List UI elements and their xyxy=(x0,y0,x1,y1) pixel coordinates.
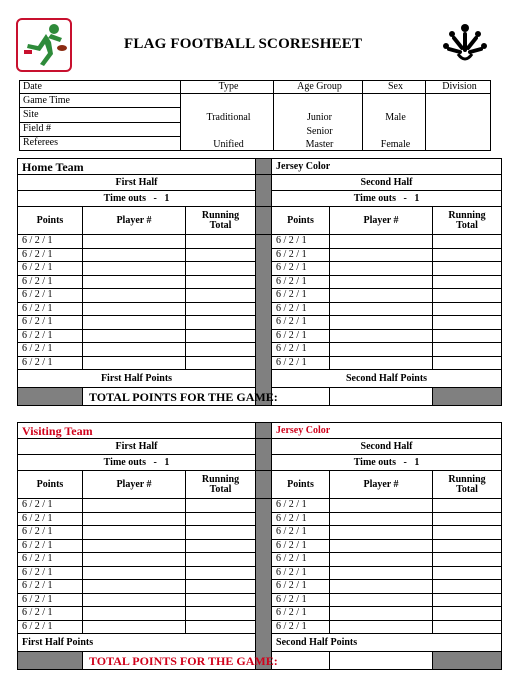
running-total-cell[interactable] xyxy=(186,553,256,567)
running-total-cell[interactable] xyxy=(433,607,502,621)
running-total-col-header: Running Total xyxy=(433,207,502,235)
player-col-header: Player # xyxy=(83,471,186,499)
player-number-cell[interactable] xyxy=(83,499,186,513)
running-total-cell[interactable] xyxy=(186,316,256,330)
points-option-row[interactable]: 6 / 2 / 1 xyxy=(18,343,83,357)
points-col-header: Points xyxy=(272,207,330,235)
running-total-cell[interactable] xyxy=(186,526,256,540)
team-label: Visiting Team xyxy=(18,423,256,439)
team-label: Home Team xyxy=(18,159,256,175)
running-total-cell[interactable] xyxy=(433,499,502,513)
running-total-cell[interactable] xyxy=(433,512,502,526)
points-option-row[interactable]: 6 / 2 / 1 xyxy=(18,289,83,303)
running-total-cell[interactable] xyxy=(433,275,502,289)
divider-bar xyxy=(256,439,272,471)
player-number-cell[interactable] xyxy=(330,620,433,634)
running-total-cell[interactable] xyxy=(433,316,502,330)
second-half-timeouts: Time outs - 1 xyxy=(272,191,502,207)
running-total-cell[interactable] xyxy=(186,607,256,621)
total-right-fill xyxy=(433,652,502,670)
player-number-cell[interactable] xyxy=(330,289,433,303)
running-total-cell[interactable] xyxy=(186,539,256,553)
player-number-cell[interactable] xyxy=(330,499,433,513)
points-option-row[interactable]: 6 / 2 / 1 xyxy=(18,262,83,276)
points-option-row[interactable]: 6 / 2 / 1 xyxy=(18,275,83,289)
total-left-fill xyxy=(18,388,83,406)
points-option-row[interactable]: 6 / 2 / 1 xyxy=(272,620,330,634)
player-number-cell[interactable] xyxy=(83,356,186,370)
divider-bar xyxy=(256,207,272,235)
first-half-label: First Half xyxy=(18,439,256,455)
points-option-row[interactable]: 6 / 2 / 1 xyxy=(272,593,330,607)
player-col-header: Player # xyxy=(330,207,433,235)
points-option-row[interactable]: 6 / 2 / 1 xyxy=(272,539,330,553)
special-olympics-logo-icon xyxy=(440,20,490,70)
player-number-cell[interactable] xyxy=(83,620,186,634)
player-number-cell[interactable] xyxy=(83,607,186,621)
jersey-color-label: Jersey Color xyxy=(272,423,502,439)
age-junior: Junior xyxy=(307,112,332,123)
running-total-col-header: Running Total xyxy=(186,207,256,235)
running-total-cell[interactable] xyxy=(186,343,256,357)
running-total-cell[interactable] xyxy=(186,620,256,634)
divider-bar xyxy=(256,175,272,207)
total-points-cell[interactable] xyxy=(330,652,433,670)
second-half-points-label: Second Half Points xyxy=(272,634,502,652)
points-option-row[interactable]: 6 / 2 / 1 xyxy=(18,607,83,621)
points-option-row[interactable]: 6 / 2 / 1 xyxy=(272,356,330,370)
site-label: Site xyxy=(20,108,181,122)
player-number-cell[interactable] xyxy=(330,343,433,357)
points-col-header: Points xyxy=(18,471,83,499)
running-total-cell[interactable] xyxy=(186,329,256,343)
running-total-cell[interactable] xyxy=(186,499,256,513)
points-option-row[interactable]: 6 / 2 / 1 xyxy=(18,593,83,607)
player-number-cell[interactable] xyxy=(330,262,433,276)
points-option-row[interactable]: 6 / 2 / 1 xyxy=(18,512,83,526)
points-col-header: Points xyxy=(18,207,83,235)
player-number-cell[interactable] xyxy=(83,343,186,357)
age-master: Master xyxy=(305,139,334,150)
points-col-header: Points xyxy=(272,471,330,499)
player-number-cell[interactable] xyxy=(330,248,433,262)
player-number-cell[interactable] xyxy=(83,512,186,526)
game-time-label: Game Time xyxy=(20,94,181,108)
player-number-cell[interactable] xyxy=(330,356,433,370)
first-half-label: First Half xyxy=(18,175,256,191)
type-unified: Unified xyxy=(213,139,244,150)
second-half-label: Second Half xyxy=(272,175,502,191)
player-number-cell[interactable] xyxy=(330,512,433,526)
divider-bar xyxy=(256,423,272,439)
running-total-cell[interactable] xyxy=(186,289,256,303)
points-option-row[interactable]: 6 / 2 / 1 xyxy=(18,316,83,330)
player-number-cell[interactable] xyxy=(83,526,186,540)
running-total-col-header: Running Total xyxy=(433,471,502,499)
running-total-col-header: Running Total xyxy=(186,471,256,499)
points-option-row[interactable]: 6 / 2 / 1 xyxy=(18,329,83,343)
points-option-row[interactable]: 6 / 2 / 1 xyxy=(272,512,330,526)
total-points-label: TOTAL POINTS FOR THE GAME: xyxy=(83,388,330,406)
running-total-cell[interactable] xyxy=(433,262,502,276)
home-score-table xyxy=(17,158,502,406)
total-points-label: TOTAL POINTS FOR THE GAME: xyxy=(83,652,330,670)
player-number-cell[interactable] xyxy=(330,329,433,343)
running-total-cell[interactable] xyxy=(433,356,502,370)
sex-male: Male xyxy=(385,112,406,123)
age-group-header: Age Group xyxy=(274,81,363,94)
points-option-row[interactable]: 6 / 2 / 1 xyxy=(272,248,330,262)
player-number-cell[interactable] xyxy=(330,580,433,594)
running-total-cell[interactable] xyxy=(186,580,256,594)
points-option-row[interactable]: 6 / 2 / 1 xyxy=(18,539,83,553)
running-total-cell[interactable] xyxy=(433,526,502,540)
player-number-cell[interactable] xyxy=(330,316,433,330)
first-half-timeouts: Time outs - 1 xyxy=(18,191,256,207)
points-option-row[interactable]: 6 / 2 / 1 xyxy=(272,566,330,580)
divider-bar xyxy=(256,159,272,175)
player-number-cell[interactable] xyxy=(330,302,433,316)
points-option-row[interactable]: 6 / 2 / 1 xyxy=(272,499,330,513)
player-number-cell[interactable] xyxy=(83,235,186,249)
player-number-cell[interactable] xyxy=(330,593,433,607)
sex-header: Sex xyxy=(363,81,426,94)
player-number-cell[interactable] xyxy=(330,235,433,249)
first-half-timeouts: Time outs - 1 xyxy=(18,455,256,471)
points-option-row[interactable]: 6 / 2 / 1 xyxy=(18,553,83,567)
total-points-cell[interactable] xyxy=(330,388,433,406)
running-total-cell[interactable] xyxy=(433,329,502,343)
points-option-row[interactable]: 6 / 2 / 1 xyxy=(272,607,330,621)
player-number-cell[interactable] xyxy=(83,553,186,567)
second-half-timeouts: Time outs - 1 xyxy=(272,455,502,471)
divider-bar xyxy=(256,235,272,406)
total-right-fill xyxy=(433,388,502,406)
points-option-row[interactable]: 6 / 2 / 1 xyxy=(18,302,83,316)
home-team-section xyxy=(17,158,501,406)
points-option-row[interactable]: 6 / 2 / 1 xyxy=(18,248,83,262)
running-total-cell[interactable] xyxy=(186,235,256,249)
player-number-cell[interactable] xyxy=(330,526,433,540)
running-total-cell[interactable] xyxy=(186,275,256,289)
player-number-cell[interactable] xyxy=(330,539,433,553)
running-total-cell[interactable] xyxy=(433,235,502,249)
points-option-row[interactable]: 6 / 2 / 1 xyxy=(18,620,83,634)
points-option-row[interactable]: 6 / 2 / 1 xyxy=(18,566,83,580)
running-total-cell[interactable] xyxy=(433,566,502,580)
player-number-cell[interactable] xyxy=(330,607,433,621)
running-total-cell[interactable] xyxy=(433,593,502,607)
points-option-row[interactable]: 6 / 2 / 1 xyxy=(272,553,330,567)
age-senior: Senior xyxy=(306,126,333,137)
visiting-team-section xyxy=(17,422,501,670)
running-total-cell[interactable] xyxy=(433,289,502,303)
running-total-cell[interactable] xyxy=(433,620,502,634)
flag-football-player-logo-icon xyxy=(16,18,72,72)
points-option-row[interactable]: 6 / 2 / 1 xyxy=(272,289,330,303)
running-total-cell[interactable] xyxy=(433,553,502,567)
running-total-cell[interactable] xyxy=(186,262,256,276)
total-left-fill xyxy=(18,652,83,670)
player-number-cell[interactable] xyxy=(83,262,186,276)
player-number-cell[interactable] xyxy=(83,289,186,303)
running-total-cell[interactable] xyxy=(186,512,256,526)
running-total-cell[interactable] xyxy=(186,566,256,580)
points-option-row[interactable]: 6 / 2 / 1 xyxy=(272,316,330,330)
division-cell[interactable] xyxy=(426,94,491,151)
player-number-cell[interactable] xyxy=(330,566,433,580)
running-total-cell[interactable] xyxy=(186,593,256,607)
player-col-header: Player # xyxy=(330,471,433,499)
player-number-cell[interactable] xyxy=(83,329,186,343)
running-total-cell[interactable] xyxy=(186,302,256,316)
running-total-cell[interactable] xyxy=(433,580,502,594)
points-option-row[interactable]: 6 / 2 / 1 xyxy=(272,302,330,316)
running-total-cell[interactable] xyxy=(433,302,502,316)
type-header: Type xyxy=(181,81,274,94)
points-option-row[interactable]: 6 / 2 / 1 xyxy=(272,262,330,276)
player-number-cell[interactable] xyxy=(330,553,433,567)
date-label: Date xyxy=(20,81,181,94)
points-option-row[interactable]: 6 / 2 / 1 xyxy=(18,235,83,249)
points-option-row[interactable]: 6 / 2 / 1 xyxy=(18,356,83,370)
points-option-row[interactable]: 6 / 2 / 1 xyxy=(272,329,330,343)
points-option-row[interactable]: 6 / 2 / 1 xyxy=(272,343,330,357)
division-header: Division xyxy=(426,81,491,94)
second-half-label: Second Half xyxy=(272,439,502,455)
player-number-cell[interactable] xyxy=(83,580,186,594)
points-option-row[interactable]: 6 / 2 / 1 xyxy=(272,235,330,249)
player-number-cell[interactable] xyxy=(83,316,186,330)
points-option-row[interactable]: 6 / 2 / 1 xyxy=(18,499,83,513)
referees-label: Referees xyxy=(20,136,181,150)
type-traditional: Traditional xyxy=(206,112,251,123)
running-total-cell[interactable] xyxy=(433,343,502,357)
player-number-cell[interactable] xyxy=(83,539,186,553)
points-option-row[interactable]: 6 / 2 / 1 xyxy=(272,526,330,540)
second-half-points-label: Second Half Points xyxy=(272,370,502,388)
running-total-cell[interactable] xyxy=(433,539,502,553)
player-number-cell[interactable] xyxy=(83,302,186,316)
player-number-cell[interactable] xyxy=(83,248,186,262)
running-total-cell[interactable] xyxy=(433,248,502,262)
points-option-row[interactable]: 6 / 2 / 1 xyxy=(18,580,83,594)
first-half-points-label: First Half Points xyxy=(18,634,256,652)
sex-female: Female xyxy=(380,139,411,150)
player-number-cell[interactable] xyxy=(83,566,186,580)
running-total-cell[interactable] xyxy=(186,356,256,370)
running-total-cell[interactable] xyxy=(186,248,256,262)
divider-bar xyxy=(256,499,272,670)
points-option-row[interactable]: 6 / 2 / 1 xyxy=(18,526,83,540)
game-info-table xyxy=(19,80,491,151)
player-col-header: Player # xyxy=(83,207,186,235)
page-title: FLAG FOOTBALL SCORESHEET xyxy=(124,36,363,52)
field-label: Field # xyxy=(20,122,181,136)
visiting-score-table xyxy=(17,422,502,670)
divider-bar xyxy=(256,471,272,499)
jersey-color-label: Jersey Color xyxy=(272,159,502,175)
player-number-cell[interactable] xyxy=(83,593,186,607)
points-option-row[interactable]: 6 / 2 / 1 xyxy=(272,275,330,289)
player-number-cell[interactable] xyxy=(83,275,186,289)
first-half-points-label: First Half Points xyxy=(18,370,256,388)
points-option-row[interactable]: 6 / 2 / 1 xyxy=(272,580,330,594)
player-number-cell[interactable] xyxy=(330,275,433,289)
